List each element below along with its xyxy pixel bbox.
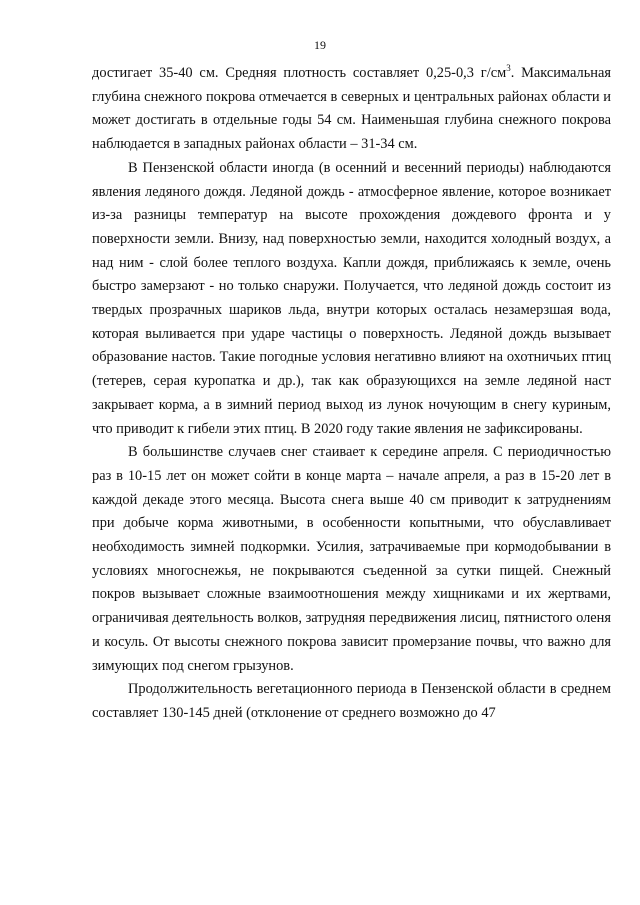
paragraph-vegetation-period: Продолжительность вегетационного периода в Пензенской области в среднем составляет 130-145 дней (отклонение от среднего возможно до 47 bbox=[92, 681, 611, 721]
page-number: 19 bbox=[314, 38, 326, 52]
superscript: 3 bbox=[506, 63, 511, 73]
paragraph-text: достигает 35-40 см. Средняя плотность составляет 0,25-0,3 г/см bbox=[92, 65, 507, 81]
paragraph-snow-density bbox=[92, 62, 611, 157]
paragraph-text: . Максимальная глубина снежного покрова отмечается в северных и центральных районах области и может достигать в отдельные годы 54 см. Наименьшая глубина снежного покрова наблюдается в западных районах области – 31-34 см. bbox=[92, 65, 611, 153]
document-body bbox=[92, 62, 611, 726]
paragraph-ice-rain: В Пензенской области иногда (в осенний и весенний периоды) наблюдаются явления ледяного дождя. Ледяной дождь - атмосферное явление, которое возникает из-за разницы температур на высоте прохождения дождевого фронта и у поверхности земли. Внизу, над поверхностью земли, находится холодный воздух, а над ним - слой более теплого воздуха. Капли дождя, приближаясь к земле, очень быстро замерзают - но только снаружи. Получается, что ледяной дождь состоит из твердых прозрачных шариков льда, внутри которых осталась незамерзшая вода, которая выливается при ударе частицы о поверхность. Ледяной дождь вызывает образование настов. Такие погодные условия негативно влияют на охотничьих птиц (тетерев, серая куропатка и др.), так как образующихся на земле ледяной наст закрывает корма, а в зимний период выход из лунок ночующим в снегу куриным, что приводит к гибели этих птиц. В 2020 году такие явления не зафиксированы. bbox=[92, 159, 611, 437]
paragraph-snow-melting: В большинстве случаев снег стаивает к середине апреля. С периодичностью раз в 10-15 лет он может сойти в конце марта – начале апреля, а раз в 15-20 лет в каждой декаде этого месяца. Высота снега выше 40 см приводит к затруднениям при добыче корма животными, в особенности копытными, что обуславливает необходимость зимней подкормки. Усилия, затрачиваемые при кормодобывании в условиях многоснежья, не покрываются съеденной за сутки пищей. Снежный покров вызывает сложные взаимоотношения между хищниками и их жертвами, ограничивая деятельность волков, затрудняя передвижения лисиц, пятнистого оленя и косуль. От высоты снежного покрова зависит промерзание почвы, что важно для зимующих под снегом грызунов. bbox=[92, 444, 611, 674]
